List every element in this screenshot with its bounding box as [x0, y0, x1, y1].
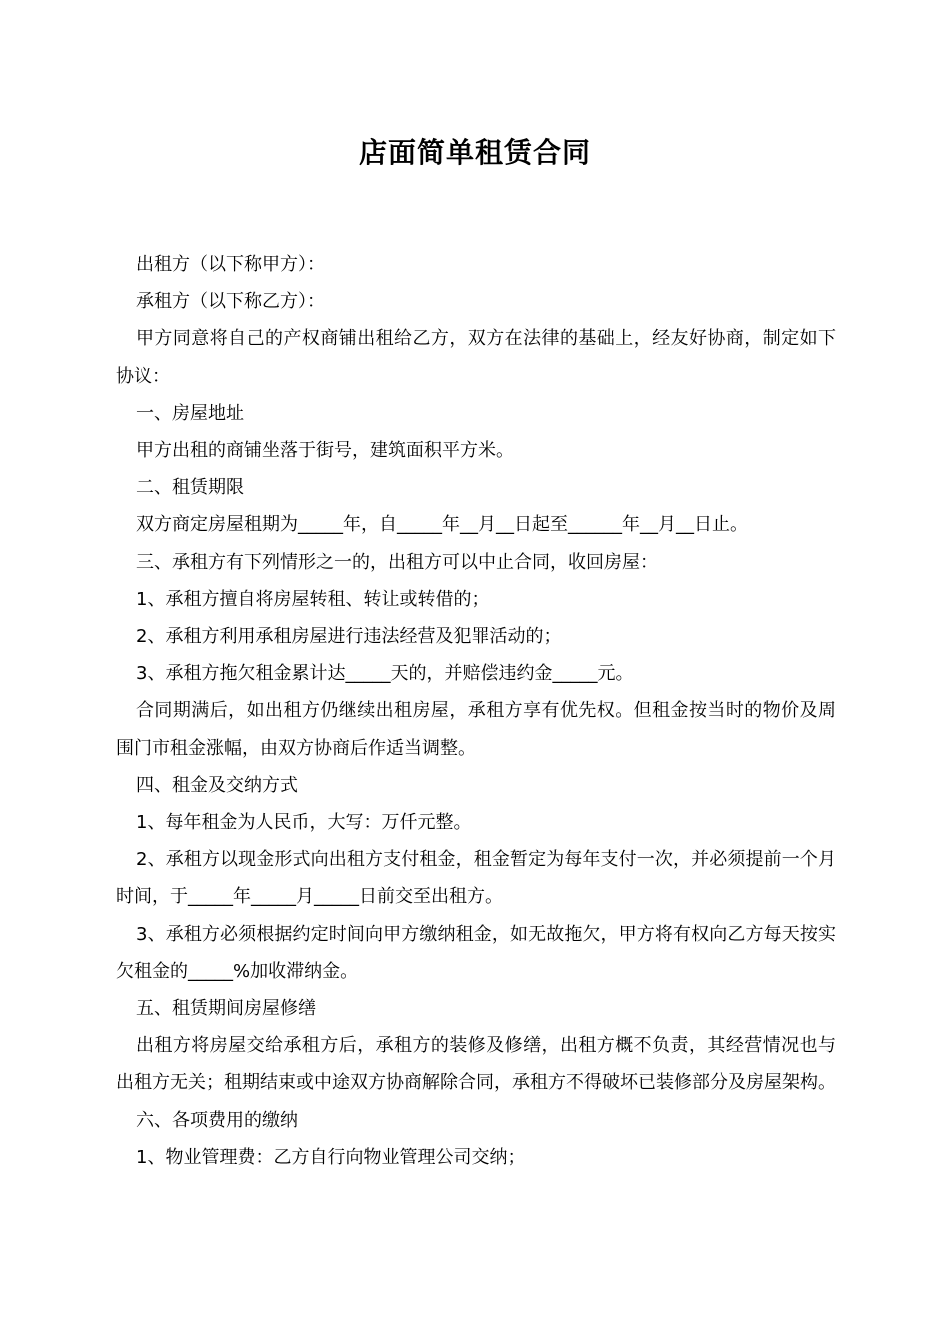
termination-item-1: 1、承租方擅自将房屋转租、转让或转借的；	[136, 588, 490, 610]
lessee-line: 承租方（以下称乙方）：	[136, 291, 325, 313]
termination-item-2: 2、承租方利用承租房屋进行违法经营及犯罪活动的；	[136, 626, 562, 648]
section-heading-repairs: 五、租赁期间房屋修缮	[136, 998, 316, 1020]
rent-item-1: 1、每年租金为人民币，大写：万仟元整。	[136, 812, 472, 834]
renewal-clause: 合同期满后，如出租方仍继续出租房屋，承租方享有优先权。但租金按当时的物价及周围门市租金涨幅，由双方协商后作适当调整。	[116, 700, 836, 759]
rent-item-2: 2、承租方以现金形式向出租方支付租金，租金暂定为每年支付一次，并必须提前一个月时间，于_____年_____月_____日前交至出租方。	[116, 849, 836, 908]
agreement-intro: 甲方同意将自己的产权商铺出租给乙方，双方在法律的基础上，经友好协商，制定如下协议：	[116, 328, 836, 387]
termination-item-3: 3、承租方拖欠租金累计达_____天的，并赔偿违约金_____元。	[136, 663, 634, 685]
fees-item-1: 1、物业管理费：乙方自行向物业管理公司交纳；	[136, 1146, 526, 1168]
address-clause: 甲方出租的商铺坐落于街号，建筑面积平方米。	[136, 440, 514, 462]
section-heading-rent: 四、租金及交纳方式	[136, 774, 298, 796]
section-heading-address: 一、房屋地址	[136, 402, 244, 424]
lessor-line: 出租方（以下称甲方）：	[136, 254, 325, 275]
repairs-clause: 出租方将房屋交给承租方后，承租方的装修及修缮，出租方概不负责，其经营情况也与出租方无关；租期结束或中途双方协商解除合同，承租方不得破坏已装修部分及房屋架构。	[116, 1035, 836, 1094]
section-heading-fees: 六、各项费用的缴纳	[136, 1109, 298, 1131]
term-clause: 双方商定房屋租期为_____年，自_____年__月__日起至______年__月__日止。	[136, 514, 748, 536]
section-heading-termination: 三、承租方有下列情形之一的，出租方可以中止合同，收回房屋：	[136, 551, 658, 573]
rent-item-3: 3、承租方必须根据约定时间向甲方缴纳租金，如无故拖欠，甲方将有权向乙方每天按实欠租金的_____%加收滞纳金。	[116, 923, 836, 982]
document-title: 店面简单租赁合同	[358, 136, 591, 169]
section-heading-term: 二、租赁期限	[136, 477, 244, 499]
document-body	[116, 246, 836, 1176]
